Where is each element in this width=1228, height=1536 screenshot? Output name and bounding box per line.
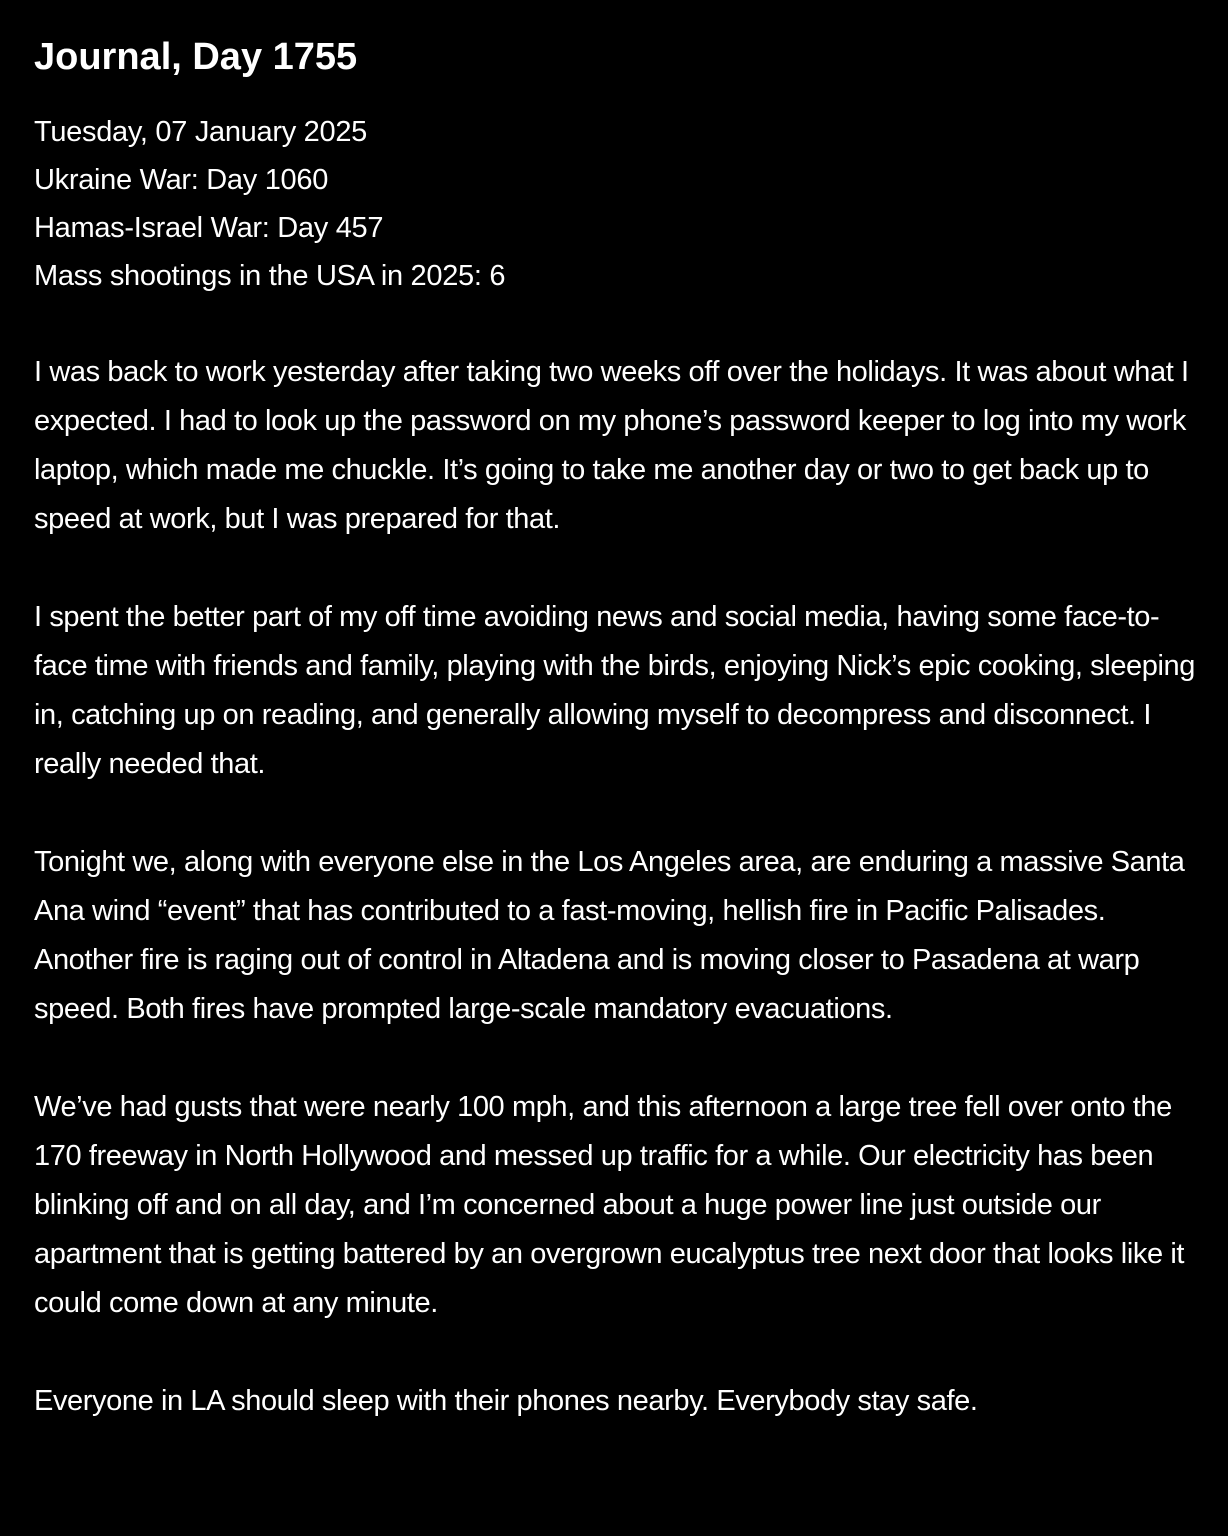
paragraph-wind-gusts: We’ve had gusts that were nearly 100 mph, and this afternoon a large tree fell over onto the 170 freeway in North Hollywood and messed up traffic for a while. Our electricity has been blinking off and on all day, and I’m concerned about a huge power line just outside our apartment that is getting battered by an overgrown eucalyptus tree next door that looks like it could come down at any minute.	[34, 1091, 1185, 1319]
paragraph-stay-safe: Everyone in LA should sleep with their phones nearby. Everybody stay safe.	[34, 1385, 978, 1417]
entry-date: Tuesday, 07 January 2025	[34, 116, 367, 148]
mass-shootings-counter: Mass shootings in the USA in 2025: 6	[34, 260, 506, 292]
ukraine-war-counter: Ukraine War: Day 1060	[34, 164, 329, 196]
page-title: Journal, Day 1755	[34, 36, 358, 78]
entry-metadata	[34, 108, 1204, 300]
paragraph-back-to-work: I was back to work yesterday after taking two weeks off over the holidays. It was about what I expected. I had to look up the password on my phone’s password keeper to log into my work laptop, which made me chuckle. It’s going to take me another day or two to get back up to speed at work, but I was prepared for that.	[34, 356, 1189, 535]
paragraph-time-off: I spent the better part of my off time avoiding news and social media, having some face-to-face time with friends and family, playing with the birds, enjoying Nick’s epic cooking, sleeping in, catching up on reading, and generally allowing myself to decompress and disconnect. I really needed that.	[34, 601, 1196, 780]
hamas-israel-war-counter: Hamas-Israel War: Day 457	[34, 212, 384, 244]
journal-entry	[34, 30, 1204, 1426]
paragraph-fires: Tonight we, along with everyone else in the Los Angeles area, are enduring a massive Santa Ana wind “event” that has contributed to a fast-moving, hellish fire in Pacific Palisades. Another fire is raging out of control in Altadena and is moving closer to Pasadena at warp speed. Both fires have prompted large-scale mandatory evacuations.	[34, 846, 1185, 1025]
entry-body	[34, 348, 1204, 1426]
